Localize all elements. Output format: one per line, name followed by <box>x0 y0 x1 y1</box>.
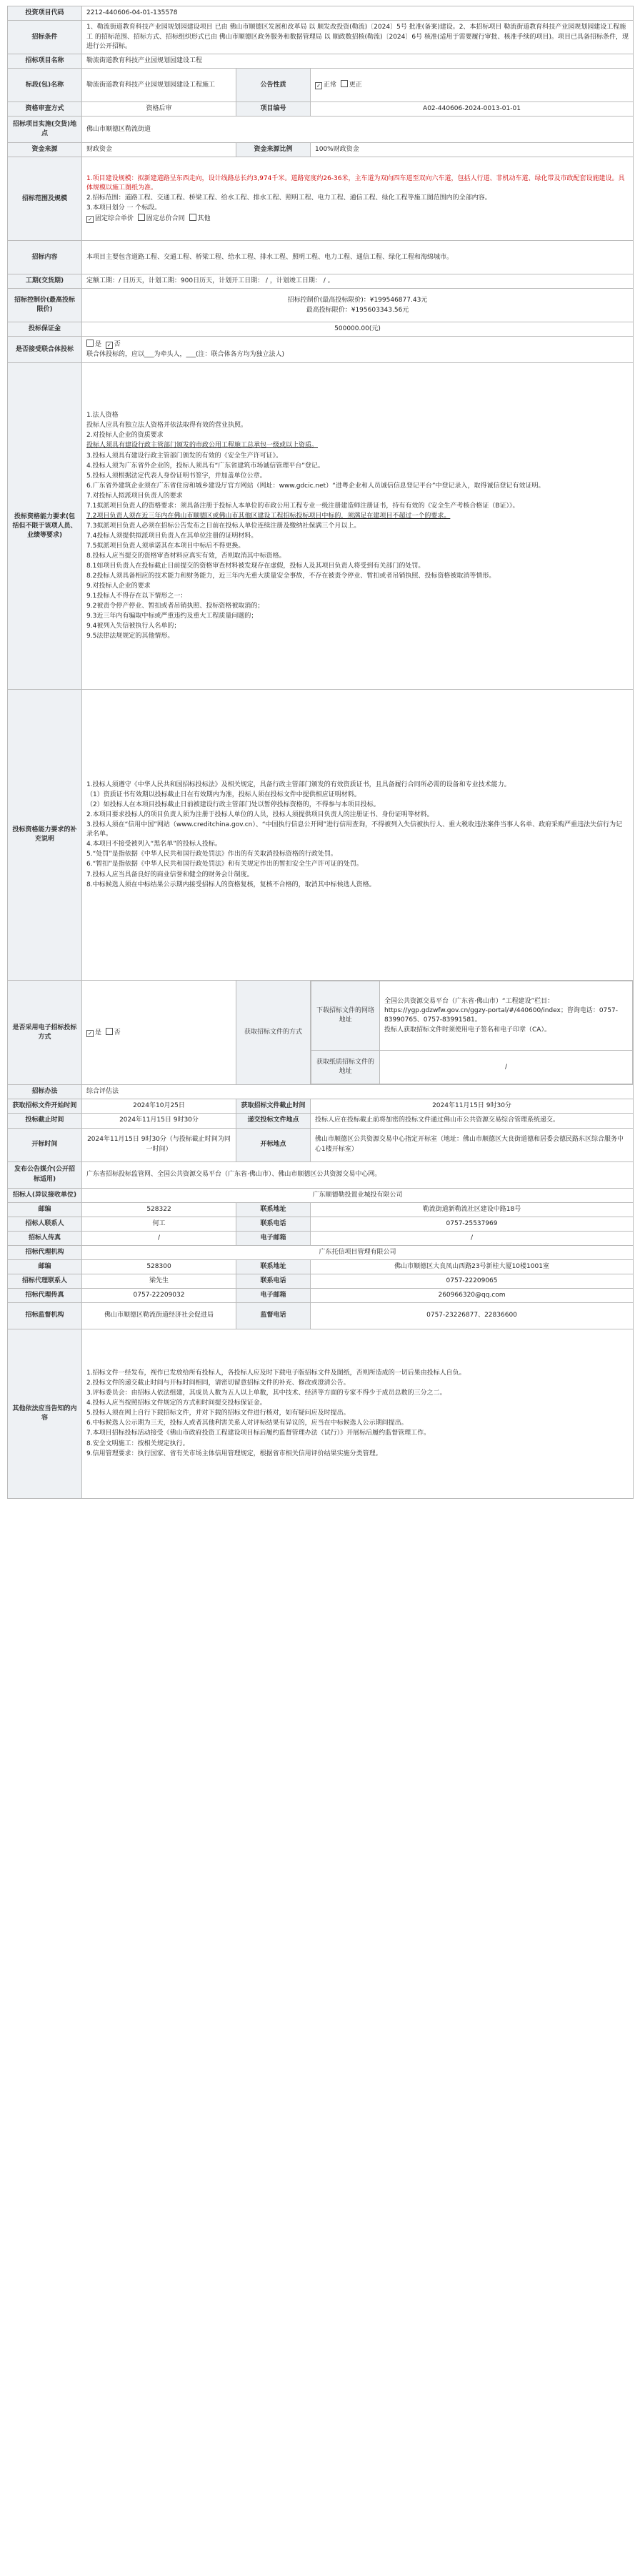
bidder-req-list <box>82 363 634 690</box>
tenderer-fax-label: 招标人传真 <box>8 1231 82 1245</box>
project-code-label: 投资项目代码 <box>8 6 82 21</box>
publish-label: 发布公告媒介(公开招标适用) <box>8 1161 82 1188</box>
agency-phone-label: 联系电话 <box>236 1274 311 1288</box>
content-value: 本项目主要包含道路工程、交通工程、桥梁工程、给水工程、排水工程、照明工程、电力工程、通信工程、绿化工程和海绵城市。 <box>82 241 634 274</box>
qualification-value: 资格后审 <box>82 102 236 117</box>
checkbox-icon: ✓ <box>106 342 113 349</box>
bidder-req-para: 5.投标人须根据法定代表人身份证明书签字，并加盖单位公章。 <box>86 472 266 480</box>
tenderer-phone: 0757-25537969 <box>311 1217 634 1231</box>
other-list <box>82 1329 634 1498</box>
download-note: 投标人获取招标文件时须使用电子签名和电子印章（CA）。 <box>384 1026 551 1034</box>
bidder-req-para: 8.1如项目负责人在投标截止日前提交的资格审查材料被发现存在虚假，投标人及其项目负责人将受到有关部门的处罚。 <box>86 563 425 570</box>
project-name-value: 勒流街道教育科技产业园规划园建设工程 <box>82 54 634 69</box>
qualification-label: 资格审查方式 <box>8 102 82 117</box>
agency-mail-label: 电子邮箱 <box>236 1288 311 1302</box>
download-label: 下载招标文件的网络地址 <box>311 981 380 1051</box>
credit-req-list <box>82 690 634 981</box>
joint-options <box>86 340 629 350</box>
checkbox-icon <box>106 1028 113 1035</box>
agency-fax-label: 招标代理传真 <box>8 1288 82 1302</box>
checkbox-icon: ✓ <box>86 1030 94 1037</box>
credit-req-para: 1.投标人须遵守《中华人民共和国招标投标法》及相关规定，具备行政主管部门颁发的有效资质证书，且具备履行合同所必需的设备和专业技术能力。 <box>86 781 511 789</box>
row-other <box>8 1329 634 1498</box>
row-duration <box>8 274 634 289</box>
row-conditions <box>8 21 634 54</box>
agency-label: 招标代理机构 <box>8 1245 82 1259</box>
agency-addr: 佛山市顺德区大良凤山西路23号新桂大厦10楼1001室 <box>311 1259 634 1274</box>
funding-ratio-value: 100%财政资金 <box>311 143 634 157</box>
tenderer-zip-label: 邮编 <box>8 1202 82 1217</box>
bidder-req-para: 8.2投标人须具备相应的技术能力和财务能力，近三年内无重大质量安全事故，不存在被责令停业、暂扣或者吊销执照、投标资格被取消等情形。 <box>86 573 496 580</box>
bidder-req-para: 6.广东省外建筑企业须在广东省住房和城乡建设厅官方网站（网址：www.gdcic.net）“进粤企业和人员诚信信息登记平台”中登记录入，取得诚信登记有效证明。 <box>86 482 545 490</box>
bidder-req-para: 投标人须具有建设行政主管部门颁发的市政公用工程施工总承包一级或以上资质。 <box>86 442 319 450</box>
other-para: 9.信用管理要求：执行国家、省有关市场主体信用管理规定，根据省市相关信用评价结果实施分类管理。 <box>86 1450 382 1457</box>
row-location <box>8 117 634 143</box>
other-para: 4.投标人应当按照招标文件规定的方式和时间提交投标保证金。 <box>86 1400 266 1407</box>
bidder-req-para: 9.5法律法规规定的其他情形。 <box>86 633 174 640</box>
notice-type-options <box>311 69 634 102</box>
get-start-label: 获取招标文件开始时间 <box>8 1099 82 1114</box>
row-qualification <box>8 102 634 117</box>
tenderer-fax: / <box>82 1231 236 1245</box>
tenderer-mail-label: 电子邮箱 <box>236 1231 311 1245</box>
tenderer-phone-label: 联系电话 <box>236 1217 311 1231</box>
bidder-req-para: 7.5拟派项目负责人须承诺其在本项目中标后不得更换。 <box>86 542 245 550</box>
agency-addr-label: 联系地址 <box>236 1259 311 1274</box>
checkbox-icon: ✓ <box>86 216 94 223</box>
credit-req-para: 3.投标人须在“信用中国”网站（www.creditchina.gov.cn）、“中国执行信息公开网”进行信用查询，不得被列入失信被执行人、重大税收违法案件当事人名单、政府采购严重违法失信行为记录名单。 <box>86 821 623 838</box>
bidder-req-para: 7.对投标人拟派项目负责人的要求 <box>86 492 183 500</box>
bidder-req-label: 投标资格能力要求(包括但不限于该项人员、业绩等要求) <box>8 363 82 690</box>
agency-contact-label: 招标代理联系人 <box>8 1274 82 1288</box>
price-line-2: 最高投标限价：¥195603343.56元 <box>306 306 409 314</box>
scope-line-2: 2.招标范围：道路工程、交通工程、桥梁工程、给水工程、排水工程、照明工程、电力工程、通信工程、绿化工程等施工图范围内的全部内容。 <box>86 194 491 202</box>
other-para: 5.投标人须在网上自行下载招标文件，并对下载的招标文件进行核对，如有疑问应及时提出。 <box>86 1410 350 1417</box>
deadline-place-value: 投标人应在投标截止前将加密的投标文件通过佛山市公共资源交易综合管理系统递交。 <box>311 1114 634 1128</box>
open-place-label: 开标地点 <box>236 1128 311 1161</box>
bidder-req-para: 7.2项目负责人须在近三年内在佛山市顺德区或佛山市其他区建设工程招标投标项目中标的，须满足在建项目不超过一个的要求。 <box>86 512 451 520</box>
row-submission <box>8 981 634 1085</box>
open-place-value: 佛山市顺德区公共资源交易中心指定开标室（地址：佛山市顺德区大良街道德和居委会德民路东区综合服务中心1楼开标室） <box>311 1128 634 1161</box>
credit-req-label: 投标资格能力要求的补充说明 <box>8 690 82 981</box>
notice-type-label: 公告性质 <box>236 69 311 102</box>
get-start-value: 2024年10月25日 <box>82 1099 236 1114</box>
plan-option-total: 固定总价合同 <box>146 214 185 222</box>
bidder-req-para: 1.法人资格 <box>86 412 119 420</box>
scope-plan-options <box>86 214 629 224</box>
tenderer-label: 招标人(异议接收单位) <box>8 1188 82 1202</box>
publish-value: 广东省招标投标监管网、全国公共资源交易平台（广东省·佛山市）、佛山市顺德区公共资源交易中心网。 <box>82 1161 634 1188</box>
supervisor-phone: 0757-23226877、22836600 <box>311 1302 634 1329</box>
deposit-label: 投标保证金 <box>8 322 82 337</box>
deadline-place-label: 递交投标文件地点 <box>236 1114 311 1128</box>
notice-option-correction: 更正 <box>349 81 362 89</box>
scope-line-3: 3.本项目划分 一 个标段。 <box>86 204 161 212</box>
row-agency <box>8 1245 634 1259</box>
get-end-label: 获取招标文件截止时间 <box>236 1099 311 1114</box>
row-credit-req <box>8 690 634 981</box>
bidder-req-para: 9.对投标人企业的要求 <box>86 583 151 590</box>
paper-label: 获取纸质招标文件的地址 <box>311 1051 380 1084</box>
bidder-req-para: 9.4被列入失信被执行人名单的； <box>86 623 181 630</box>
row-eval-method <box>8 1085 634 1099</box>
credit-req-para: 7.投标人应当具备良好的商业信誉和健全的财务会计制度。 <box>86 871 254 878</box>
agency-mail: 260966320@qq.com <box>311 1288 634 1302</box>
checkbox-icon <box>189 214 196 221</box>
scope-line-1: 1.项目建设规模：拟新建道路呈东西走向，设计线路总长约3,974千米。道路宽度约26-36米，主车道为双向四车道至双向六车道，包括人行道、非机动车道、绿化带及市政配套设施建设。具体规模以施工图纸为准。 <box>86 174 625 192</box>
paper-value: / <box>380 1051 633 1084</box>
checkbox-icon <box>341 80 348 87</box>
section-no-label: 项目编号 <box>236 102 311 117</box>
credit-req-para: 6.“暂扣”是指依据《中华人民共和国行政处罚法》和有关规定作出的暂扣安全生产许可证的处罚。 <box>86 861 363 868</box>
bidder-req-para: 7.3拟派项目负责人必须在招标公告发布之日前在投标人单位连续注册及缴纳社保满三个月以上。 <box>86 522 361 530</box>
tenderer-addr-label: 联系地址 <box>236 1202 311 1217</box>
method-table <box>311 981 633 1084</box>
deposit-value: 500000.00(元) <box>82 322 634 337</box>
row-content <box>8 241 634 274</box>
submission-option-yes: 是 <box>95 1029 102 1036</box>
funding-label: 资金来源 <box>8 143 82 157</box>
row-project-name <box>8 54 634 69</box>
agency-fax: 0757-22209032 <box>82 1288 236 1302</box>
section-name-label: 标段(包)名称 <box>8 69 82 102</box>
price-label: 招标控制价(最高投标限价) <box>8 289 82 322</box>
notice-option-normal: 正常 <box>324 81 337 89</box>
bidder-req-para: 9.3近三年内有骗取中标或严重违约及重大工程质量问题的； <box>86 613 258 620</box>
other-para: 1.招标文件一经发布，视作已发放给所有投标人，各投标人应及时下载电子版招标文件及图纸，否则所造成的一切后果由投标人自负。 <box>86 1369 466 1377</box>
agency-phone: 0757-22209065 <box>311 1274 634 1288</box>
deadline-value: 2024年11月15日 9时30分 <box>82 1114 236 1128</box>
other-para: 8.安全文明施工：按相关规定执行。 <box>86 1440 189 1447</box>
download-text: 全国公共资源交易平台（广东省·佛山市）“工程建设”栏目：https://ygp.gdzwfw.gov.cn/ggzy-portal/#/440600/index；咨询电话：0757-83990765、0757-83991581。 <box>384 997 618 1024</box>
tenderer-zip: 528322 <box>82 1202 236 1217</box>
submission-label: 是否采用电子招标投标方式 <box>8 981 82 1085</box>
agency-name: 广东托信项目管理有限公司 <box>82 1245 634 1259</box>
row-scope <box>8 157 634 241</box>
tenderer-name: 广东顺德勒投置业城投有限公司 <box>82 1188 634 1202</box>
bidder-req-para: 投标人应具有独立法人资格并依法取得有效的营业执照。 <box>86 422 248 430</box>
duration-value: 定额工期：/ 日历天，计划工期：900日历天，计划开工日期： / ，计划竣工日期： / 。 <box>82 274 634 289</box>
agency-zip-label: 邮编 <box>8 1259 82 1274</box>
credit-req-para: 2.本项目要求投标人的项目负责人须为注册于投标人单位的人员，投标人须提供项目负责人的注册证书、身份证明等材料。 <box>86 811 434 819</box>
row-tenderer <box>8 1188 634 1202</box>
conditions-text: 1、勒流街道教育科技产业园规划园建设项目 已由 佛山市顺德区发展和改革局 以 顺发改投资(勒流)〔2024〕5号 批准(备案)建设。2、本招标项目 勒流街道教育科技产业园规划园建设工程施工 的招标范围、招标方式、招标组织形式已由 佛山市顺德区政务服务和数据管理局 以 顺政数招核(勒流)〔2024〕6号 核准(适用于需要履行审批、核准手续的项目)。项目已具备招标条件，现进行公开招标。 <box>82 21 634 54</box>
credit-req-para: （2）如投标人在本项目投标截止日前被建设行政主管部门处以暂停投标资格的，不得参与本项目投标。 <box>86 801 380 809</box>
project-name-label: 招标项目名称 <box>8 54 82 69</box>
joint-option-no: 否 <box>114 341 121 349</box>
bidder-req-para: 3.投标人须具有建设行政主管部门颁发的有效的《安全生产许可证》。 <box>86 452 283 460</box>
joint-label: 是否接受联合体投标 <box>8 337 82 363</box>
content-label: 招标内容 <box>8 241 82 274</box>
plan-option-unit: 固定综合单价 <box>95 214 134 222</box>
notice-table <box>7 6 634 1499</box>
supervisor-name: 佛山市顺德区勒流街道经济社会促进局 <box>82 1302 236 1329</box>
project-code-value: 2212-440606-04-01-135578 <box>82 6 634 21</box>
plan-option-other: 其他 <box>197 214 211 222</box>
tenderer-contact-label: 招标人联系人 <box>8 1217 82 1231</box>
row-bidder-req <box>8 363 634 690</box>
row-get-docs <box>8 1099 634 1114</box>
open-label: 开标时间 <box>8 1128 82 1161</box>
joint-option-yes: 是 <box>95 341 102 349</box>
other-para: 7.本项目招标投标活动接受《佛山市政府投资工程建设项目标后履约监督管理办法（试行）》开展标后履约监督管理工作。 <box>86 1430 431 1437</box>
credit-req-para: （1）资质证书有效期以投标截止日在有效期内为准，投标人须在投标文件中提供相应证明材料。 <box>86 791 361 799</box>
eval-method-value: 综合评估法 <box>82 1085 634 1099</box>
credit-req-para: 5.“处罚”是指依据《中华人民共和国行政处罚法》作出的有关取消投标资格的行政处罚。 <box>86 851 337 858</box>
row-deposit <box>8 322 634 337</box>
checkbox-icon <box>138 214 145 221</box>
section-name-value: 勒流街道教育科技产业园规划园建设工程施工 <box>82 69 236 102</box>
tenderer-mail: / <box>311 1231 634 1245</box>
location-value: 佛山市顺德区勒流街道 <box>82 117 634 143</box>
agency-contact: 梁先生 <box>82 1274 236 1288</box>
checkbox-icon <box>86 340 94 347</box>
other-para: 3.评标委员会：由招标人依法组建，其成员人数为五人以上单数，其中技术、经济等方面的专家不得少于成员总数的三分之二。 <box>86 1389 446 1397</box>
funding-value: 财政资金 <box>82 143 236 157</box>
deadline-label: 投标截止时间 <box>8 1114 82 1128</box>
bidder-req-para: 4.投标人须为广东省外企业的，投标人须具有“广东省建筑市场诚信管理平台”登记。 <box>86 462 324 470</box>
row-supervisor <box>8 1302 634 1329</box>
location-label: 招标项目实施(交货)地点 <box>8 117 82 143</box>
method-label: 获取招标文件的方式 <box>236 981 311 1085</box>
credit-req-para: 4.本项目不接受被列入“黑名单”的投标人投标。 <box>86 841 221 848</box>
bidder-req-para: 8.投标人应当提交的资格审查材料应真实有效，否则取消其中标资格。 <box>86 552 286 560</box>
other-para: 2.投标文件的递交截止时间与开标时间相同，请密切留意招标文件的补充、修改或澄清公告。 <box>86 1379 350 1387</box>
submission-option-no: 否 <box>114 1029 121 1036</box>
checkbox-icon: ✓ <box>315 82 322 89</box>
row-funding <box>8 143 634 157</box>
bidder-req-para: 2.对投标人企业的资质要求 <box>86 432 164 440</box>
supervisor-phone-label: 监督电话 <box>236 1302 311 1329</box>
bidder-req-para: 9.2被责令停产停业、暂扣或者吊销执照、投标资格被取消的； <box>86 603 264 610</box>
conditions-label: 招标条件 <box>8 21 82 54</box>
other-para: 6.中标候选人公示期为三天，投标人或者其他利害关系人对评标结果有异议的，应当在中标候选人公示期间提出。 <box>86 1420 408 1427</box>
tenderer-contact: 何工 <box>82 1217 236 1231</box>
other-label: 其他依法应当告知的内容 <box>8 1329 82 1498</box>
agency-zip: 528300 <box>82 1259 236 1274</box>
joint-note: 联合体投标的，应以___为牵头人，___(注：联合体各方均为独立法人) <box>86 351 285 359</box>
funding-ratio-label: 资金来源比例 <box>236 143 311 157</box>
row-project-code <box>8 6 634 21</box>
scope-label: 招标范围及规模 <box>8 157 82 241</box>
row-joint <box>8 337 634 363</box>
duration-label: 工期(交货期) <box>8 274 82 289</box>
section-no-value: A02-440606-2024-0013-01-01 <box>311 102 634 117</box>
price-line-1: 招标控制价(最高投标限价)：¥199546877.43元 <box>287 296 428 304</box>
credit-req-para: 8.中标候选人须在中标结果公示期内接受招标人的资格复核，复核不合格的，取消其中标候选人资格。 <box>86 881 376 888</box>
bidder-req-para: 7.1拟派项目负责人的资格要求：须具备注册于投标人本单位的市政公用工程专业一级注册建造师注册证书，持有有效的《安全生产考核合格证（B证）》。 <box>86 502 519 510</box>
bidder-req-para: 7.4投标人须提供拟派项目负责人在其单位注册的证明材料。 <box>86 532 258 540</box>
supervisor-label: 招标监督机构 <box>8 1302 82 1329</box>
eval-method-label: 招标办法 <box>8 1085 82 1099</box>
row-price <box>8 289 634 322</box>
tender-notice <box>7 6 633 1499</box>
tenderer-addr: 勒流街道新勒流社区建设中路18号 <box>311 1202 634 1217</box>
open-value: 2024年11月15日 9时30分（与投标截止时间为同一时间） <box>82 1128 236 1161</box>
row-section <box>8 69 634 102</box>
bidder-req-para: 9.1投标人不得存在以下情形之一： <box>86 593 187 600</box>
row-deadline <box>8 1114 634 1128</box>
row-open <box>8 1128 634 1161</box>
get-end-value: 2024年11月15日 9时30分 <box>311 1099 634 1114</box>
row-publish <box>8 1161 634 1188</box>
